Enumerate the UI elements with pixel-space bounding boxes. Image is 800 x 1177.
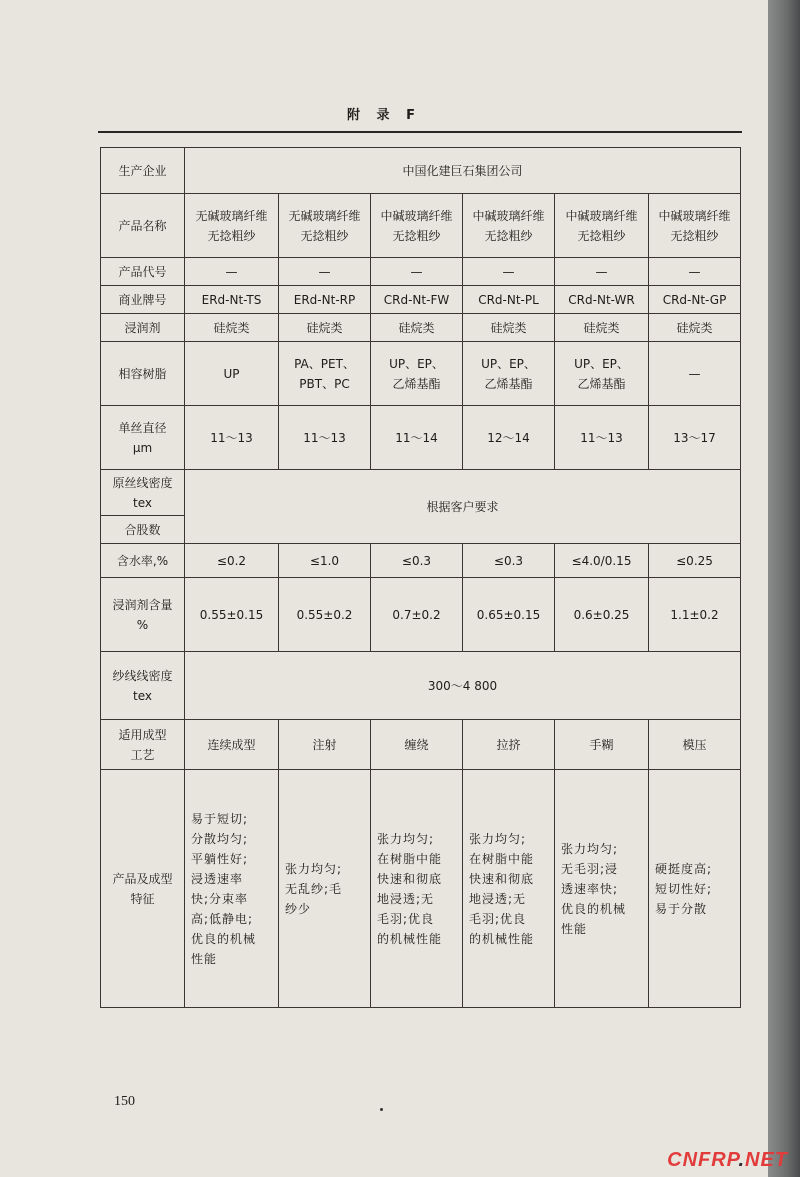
diameter-cell: 11～14 [371, 406, 463, 470]
label-line: 单丝直径 [118, 420, 167, 435]
site-watermark [667, 1149, 788, 1172]
process-cell: 连续成型 [185, 720, 279, 770]
cell-line: 无捻粗纱 [577, 228, 626, 243]
product-code-label: 产品代号 [101, 258, 185, 286]
cell-line: 短切性好; [655, 881, 713, 896]
row-brand [101, 286, 741, 314]
product-code-cell: — [463, 258, 555, 286]
brand-label: 商业牌号 [101, 286, 185, 314]
resin-cell [185, 342, 279, 406]
cell-line: 分散均匀; [191, 831, 249, 846]
cell-line: 毛羽;优良 [469, 911, 527, 926]
product-name-cell [371, 194, 463, 258]
label-line: % [136, 617, 149, 632]
product-code-cell: — [185, 258, 279, 286]
moisture-cell: ≤4.0/0.15 [555, 544, 649, 578]
moisture-cell: ≤0.2 [185, 544, 279, 578]
product-code-cell: — [649, 258, 741, 286]
product-name-cell [185, 194, 279, 258]
sizing-content-label [101, 578, 185, 652]
product-name-cell [279, 194, 371, 258]
sizing-content-cell: 0.65±0.15 [463, 578, 555, 652]
features-cell [185, 770, 279, 1008]
cell-line: 乙烯基酯 [577, 376, 626, 391]
brand-cell: ERd-Nt-TS [185, 286, 279, 314]
cell-line: 乙烯基酯 [392, 376, 441, 391]
sizing-content-cell: 0.6±0.25 [555, 578, 649, 652]
company-name: 中国化建巨石集团公司 [185, 148, 741, 194]
row-process [101, 720, 741, 770]
row-diameter [101, 406, 741, 470]
cell-line: 快;分束率 [191, 891, 249, 906]
features-label [101, 770, 185, 1008]
sizing-content-cell: 1.1±0.2 [649, 578, 741, 652]
cell-line: UP、EP、 [481, 356, 536, 371]
cell-line: 无捻粗纱 [670, 228, 719, 243]
cell-line: 无捻粗纱 [484, 228, 533, 243]
label-line: 工艺 [130, 747, 155, 762]
cell-line: 毛羽;优良 [377, 911, 435, 926]
diameter-cell: 11～13 [279, 406, 371, 470]
process-cell: 拉挤 [463, 720, 555, 770]
process-label [101, 720, 185, 770]
cell-line: 地浸透;无 [469, 891, 527, 906]
sizing-cell: 硅烷类 [185, 314, 279, 342]
cell-line: 易于短切; [191, 811, 249, 826]
cell-line: 张力均匀; [285, 861, 343, 876]
label-line: 原丝线密度 [112, 475, 173, 490]
diameter-label [101, 406, 185, 470]
cell-line: 中碱玻璃纤维 [565, 208, 638, 223]
cell-line: — [688, 366, 701, 381]
label-line: tex [133, 495, 152, 510]
page-header: 附 录 F [347, 108, 421, 123]
row-company [101, 148, 741, 194]
resin-cell [279, 342, 371, 406]
cell-line: 的机械性能 [377, 931, 443, 946]
cell-line: PA、PET、 [294, 356, 355, 371]
row-sizing [101, 314, 741, 342]
diameter-cell: 11～13 [555, 406, 649, 470]
product-name-label: 产品名称 [101, 194, 185, 258]
cell-line: 无捻粗纱 [300, 228, 349, 243]
resin-cell [555, 342, 649, 406]
resin-label: 相容树脂 [101, 342, 185, 406]
sizing-content-cell: 0.7±0.2 [371, 578, 463, 652]
cell-line: 纱少 [285, 901, 312, 916]
label-line: 产品及成型 [112, 871, 173, 886]
product-name-cell [555, 194, 649, 258]
sizing-content-cell: 0.55±0.15 [185, 578, 279, 652]
cell-line: 无毛羽;浸 [561, 861, 619, 876]
brand-cell: CRd-Nt-GP [649, 286, 741, 314]
cell-line: 高;低静电; [191, 911, 254, 926]
moisture-cell: ≤0.25 [649, 544, 741, 578]
header-rule [98, 131, 742, 133]
moisture-cell: ≤0.3 [371, 544, 463, 578]
sizing-cell: 硅烷类 [371, 314, 463, 342]
watermark-part: . [738, 1149, 745, 1171]
sizing-cell: 硅烷类 [279, 314, 371, 342]
row-sizing-content [101, 578, 741, 652]
cell-line: UP、EP、 [574, 356, 629, 371]
strand-density-label [101, 470, 185, 516]
features-cell [371, 770, 463, 1008]
cell-line: 硬挺度高; [655, 861, 713, 876]
process-cell: 注射 [279, 720, 371, 770]
watermark-part: CNFRP [667, 1149, 739, 1171]
moisture-label: 含水率,% [101, 544, 185, 578]
brand-cell: CRd-Nt-FW [371, 286, 463, 314]
label-line: tex [133, 688, 152, 703]
book-page-edge [768, 0, 800, 1177]
cell-line: 的机械性能 [469, 931, 535, 946]
ink-dot [380, 1108, 383, 1111]
cell-line: 张力均匀; [561, 841, 619, 856]
label-line: 浸润剂含量 [112, 597, 173, 612]
yarn-density-label [101, 652, 185, 720]
cell-line: 张力均匀; [377, 831, 435, 846]
cell-line: 性能 [561, 921, 588, 936]
cell-line: 张力均匀; [469, 831, 527, 846]
brand-cell: CRd-Nt-PL [463, 286, 555, 314]
diameter-cell: 11～13 [185, 406, 279, 470]
cell-line: 优良的机械 [191, 931, 257, 946]
cell-line: 在树脂中能 [377, 851, 443, 866]
cell-line: 在树脂中能 [469, 851, 535, 866]
row-product-code [101, 258, 741, 286]
cell-line: 无捻粗纱 [207, 228, 256, 243]
process-cell: 缠绕 [371, 720, 463, 770]
cell-line: 透速率快; [561, 881, 619, 896]
moisture-cell: ≤0.3 [463, 544, 555, 578]
cell-line: 平躺性好; [191, 851, 249, 866]
row-yarn-density [101, 652, 741, 720]
cell-line: 无乱纱;毛 [285, 881, 343, 896]
cell-line: UP [223, 366, 240, 381]
cell-line: 快速和彻底 [469, 871, 535, 886]
features-cell [555, 770, 649, 1008]
resin-cell [463, 342, 555, 406]
yarn-density-value: 300～4 800 [185, 652, 741, 720]
label-line: 适用成型 [118, 727, 167, 742]
product-code-cell: — [279, 258, 371, 286]
process-cell: 手糊 [555, 720, 649, 770]
sizing-content-cell: 0.55±0.2 [279, 578, 371, 652]
spec-table [100, 147, 741, 1008]
cell-line: 无捻粗纱 [392, 228, 441, 243]
cell-line: 性能 [191, 951, 218, 966]
company-label: 生产企业 [101, 148, 185, 194]
row-moisture [101, 544, 741, 578]
cell-line: UP、EP、 [389, 356, 444, 371]
plies-label: 合股数 [101, 516, 185, 544]
cell-line: PBT、PC [299, 376, 350, 391]
cell-line: 无碱玻璃纤维 [288, 208, 361, 223]
product-code-cell: — [555, 258, 649, 286]
label-line: 纱线线密度 [112, 668, 173, 683]
product-name-cell [649, 194, 741, 258]
sizing-cell: 硅烷类 [555, 314, 649, 342]
sizing-cell: 硅烷类 [463, 314, 555, 342]
cell-line: 中碱玻璃纤维 [472, 208, 545, 223]
cell-line: 优良的机械 [561, 901, 627, 916]
features-cell [649, 770, 741, 1008]
brand-cell: CRd-Nt-WR [555, 286, 649, 314]
row-product-name [101, 194, 741, 258]
row-resin [101, 342, 741, 406]
cell-line: 快速和彻底 [377, 871, 443, 886]
cell-line: 易于分散 [655, 901, 708, 916]
page-number: 150 [114, 1094, 135, 1109]
product-code-cell: — [371, 258, 463, 286]
label-line: μm [132, 440, 153, 455]
diameter-cell: 12～14 [463, 406, 555, 470]
sizing-label: 浸润剂 [101, 314, 185, 342]
moisture-cell: ≤1.0 [279, 544, 371, 578]
brand-cell: ERd-Nt-RP [279, 286, 371, 314]
row-strand-density [101, 470, 741, 516]
cell-line: 中碱玻璃纤维 [658, 208, 731, 223]
diameter-cell: 13～17 [649, 406, 741, 470]
product-name-cell [463, 194, 555, 258]
sizing-cell: 硅烷类 [649, 314, 741, 342]
features-cell [279, 770, 371, 1008]
row-features [101, 770, 741, 1008]
resin-cell [371, 342, 463, 406]
label-line: 特征 [130, 891, 155, 906]
cell-line: 浸透速率 [191, 871, 244, 886]
watermark-part: NET [745, 1149, 788, 1171]
process-cell: 模压 [649, 720, 741, 770]
cell-line: 无碱玻璃纤维 [195, 208, 268, 223]
resin-cell [649, 342, 741, 406]
cell-line: 乙烯基酯 [484, 376, 533, 391]
cell-line: 中碱玻璃纤维 [380, 208, 453, 223]
cell-line: 地浸透;无 [377, 891, 435, 906]
customer-requirement-cell: 根据客户要求 [185, 470, 741, 544]
features-cell [463, 770, 555, 1008]
